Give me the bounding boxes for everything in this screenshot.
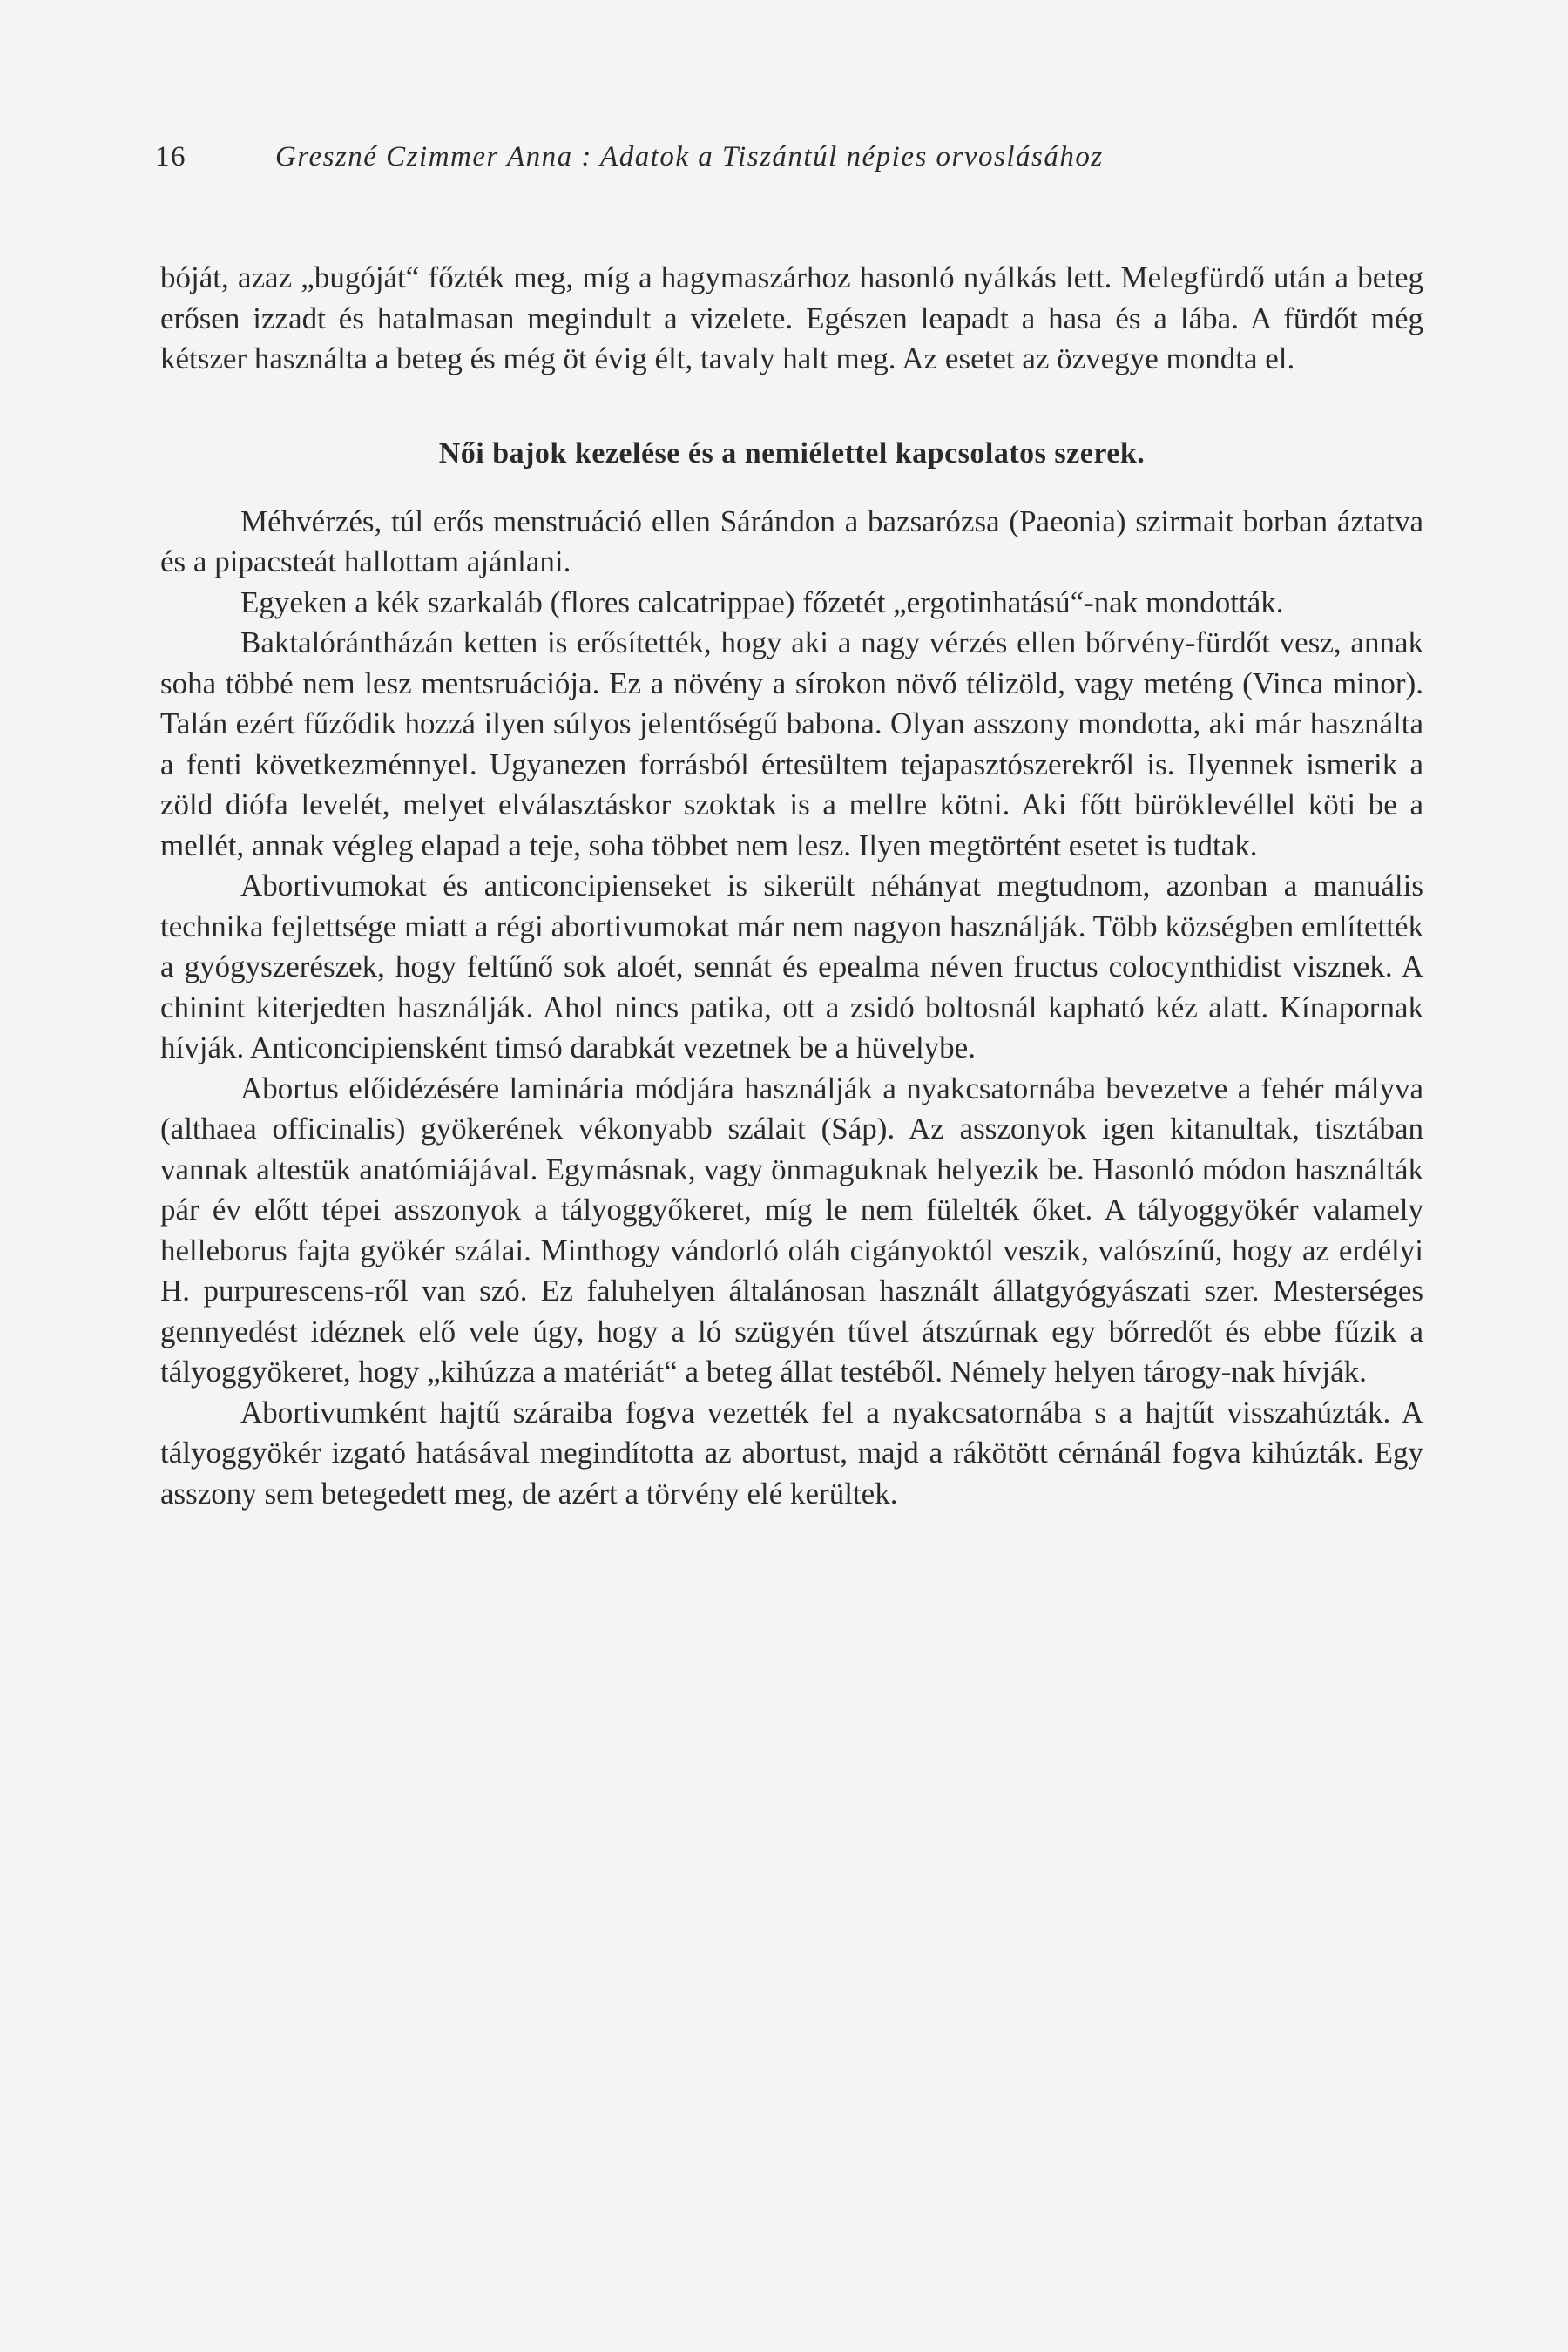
page-body (160, 258, 1423, 1514)
opening-paragraph: bóját, azaz „bugóját“ főzték meg, míg a hagymaszárhoz hasonló nyálkás lett. Melegfürdő után a beteg erősen izzadt és hatalmasan megindult a vizelete. Egészen leapadt a hasa és a lába. A fürdőt még kétszer használta a beteg és még öt évig élt, tavaly halt meg. Az esetet az özvegye mondta el. (160, 260, 1423, 375)
paragraph: Abortivumokat és anticoncipienseket is sikerült néhányat megtudnom, azonban a manuális technika fejlettsége miatt a régi abortivumokat már nem nagyon használják. Több községben említették a gyógyszerészek, hogy feltűnő sok aloét, sennát és epealma néven fructus colocynthidist visznek. A chinint kiterjedten használják. Ahol nincs patika, ott a zsidó boltosnál kapható kéz alatt. Kínapornak hívják. Anticoncipiensként timsó darabkát vezetnek be a hüvelybe. (160, 868, 1423, 1064)
page-number: 16 (155, 141, 186, 172)
paragraph: Abortivumként hajtű száraiba fogva vezették fel a nyakcsatornába s a hajtűt visszahúzták. A tályoggyökér izgató hatásával megindította az abortust, majd a rákötött cérnánál fogva kihúzták. Egy asszony sem betegedett meg, de azért a törvény elé kerültek. (160, 1395, 1423, 1511)
section-heading: Női bajok kezelése és a nemiélettel kapcsolatos szerek. (438, 436, 1146, 470)
paragraph: Egyeken a kék szarkaláb (flores calcatrippae) főzetét „ergotinhatású“-nak mondották. (240, 585, 1284, 619)
page-header (152, 141, 1423, 183)
running-title: Greszné Czimmer Anna : Adatok a Tiszántúl népies orvoslásához (275, 141, 1104, 172)
paragraph: Méhvérzés, túl erős menstruáció ellen Sárándon a bazsarózsa (Paeonia) szirmait borban áztatva és a pipacsteát hallottam ajánlani. (160, 504, 1423, 578)
paragraph: Abortus előidézésére laminária módjára használják a nyakcsatornába bevezetve a fehér mályva (althaea officinalis) gyökerének vékonyabb szálait (Sáp). Az asszonyok igen kitanultak, tisztában vannak altestük anatómiájával. Egymásnak, vagy önmaguknak helyezik be. Hasonló módon használták pár év előtt tépei asszonyok a tályoggyőkeret, míg le nem fülelték őket. A tályoggyökér valamely helleborus fajta gyökér szálai. Minthogy vándorló oláh cigányoktól veszik, valószínű, hogy az erdélyi H. purpurescens-ről van szó. Ez faluhelyen általánosan használt állatgyógyászati szer. Mesterséges gennyedést idéznek elő vele úgy, hogy a ló szügyén tűvel átszúrnak egy bőrredőt és ebbe fűzik a tályoggyökeret, hogy „kihúzza a matériát“ a beteg állat testéből. Némely helyen tárogy-nak hívják. (160, 1071, 1423, 1389)
paragraph: Baktalórántházán ketten is erősítették, hogy aki a nagy vérzés ellen bőrvény-fürdőt vesz, annak soha többé nem lesz mentsruációja. Ez a növény a sírokon növő télizöld, vagy meténg (Vinca minor). Talán ezért fűződik hozzá ilyen súlyos jelentőségű babona. Olyan asszony mondotta, aki már használta a fenti következménnyel. Ugyanezen forrásból értesültem tejapasztószerekről is. Ilyennek ismerik a zöld diófa levelét, melyet elválasztáskor szoktak is a mellre kötni. Aki főtt büröklevéllel köti be a mellét, annak végleg elapad a teje, soha többet nem lesz. Ilyen megtörtént esetet is tudtak. (160, 625, 1423, 862)
